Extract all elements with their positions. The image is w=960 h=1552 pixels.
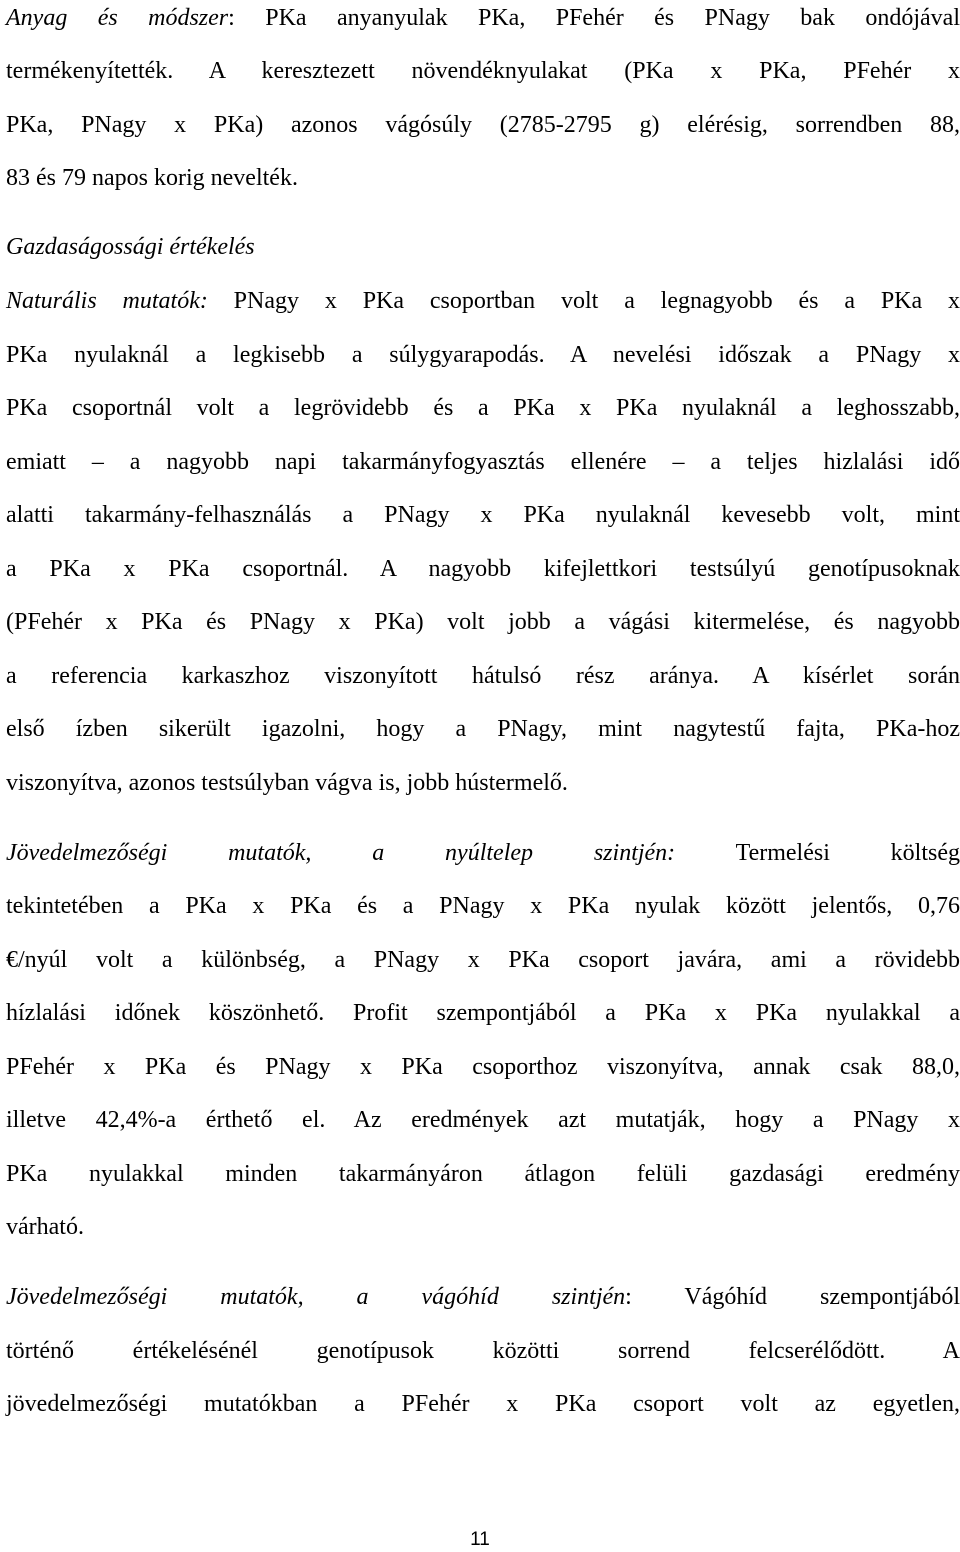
text-line-16 xyxy=(6,838,960,868)
text-line-1 xyxy=(6,3,960,33)
section-title: Gazdaságossági értékelés xyxy=(6,234,255,260)
text-segment: PNagy x PKa csoportban volt a legnagyobb és a PKa x xyxy=(207,288,960,314)
text-line-7 xyxy=(6,340,960,370)
text-line-19 xyxy=(6,998,960,1028)
text-segment: PFehér x PKa és PNagy x PKa csoporthoz viszonyítva, annak csak 88,0, xyxy=(6,1054,960,1080)
page-number: 11 xyxy=(470,1529,490,1550)
text-segment: : PKa anyanyulak PKa, PFehér és PNagy bak ondójával xyxy=(228,5,960,31)
text-segment: termékenyítették. A keresztezett növendéknyulakat (PKa x PKa, PFehér x xyxy=(6,58,960,84)
text-segment: PKa, PNagy x PKa) azonos vágósúly (2785-2795 g) elérésig, sorrendben 88, xyxy=(6,112,960,138)
text-line-10 xyxy=(6,500,960,530)
text-segment: PKa nyulakkal minden takarmányáron átlagon felüli gazdasági eredmény xyxy=(6,1161,960,1187)
text-segment: €/nyúl volt a különbség, a PNagy x PKa csoport javára, ami a rövidebb xyxy=(6,947,960,973)
text-line-23 xyxy=(6,1212,960,1242)
text-line-14 xyxy=(6,714,960,744)
text-segment: : Vágóhíd szempontjából xyxy=(625,1284,960,1310)
heading-anyag-es-modszer: Anyag és módszer xyxy=(6,5,229,31)
text-segment: várható. xyxy=(6,1214,84,1240)
text-line-26 xyxy=(6,1389,960,1419)
text-line-22 xyxy=(6,1159,960,1189)
section-heading-gazdasagossagi xyxy=(6,232,960,262)
text-line-13 xyxy=(6,661,960,691)
text-line-24 xyxy=(6,1282,960,1312)
text-segment: (PFehér x PKa és PNagy x PKa) volt jobb a vágási kitermelése, és nagyobb xyxy=(6,609,960,635)
subheading-jovedelmezoseg-vagohid: Jövedelmezőségi mutatók, a vágóhíd szintjén xyxy=(6,1284,626,1310)
text-line-17 xyxy=(6,891,960,921)
text-line-25 xyxy=(6,1336,960,1366)
text-segment: jövedelmezőségi mutatókban a PFehér x PKa csoport volt az egyetlen, xyxy=(6,1391,960,1417)
text-segment: 83 és 79 napos korig nevelték. xyxy=(6,165,298,191)
text-line-9 xyxy=(6,447,960,477)
text-line-4 xyxy=(6,163,960,193)
text-segment: történő értékelésénél genotípusok közötti sorrend felcserélődött. A xyxy=(6,1338,960,1364)
text-line-6 xyxy=(6,286,960,316)
text-segment: első ízben sikerült igazolni, hogy a PNagy, mint nagytestű fajta, PKa-hoz xyxy=(6,716,960,742)
text-segment: hízlalási időnek köszönhető. Profit szempontjából a PKa x PKa nyulakkal a xyxy=(6,1000,960,1026)
text-segment: alatti takarmány-felhasználás a PNagy x PKa nyulaknál kevesebb volt, mint xyxy=(6,502,960,528)
text-segment: illetve 42,4%-a érthető el. Az eredmények azt mutatják, hogy a PNagy x xyxy=(6,1107,960,1133)
text-line-3 xyxy=(6,110,960,140)
text-line-20 xyxy=(6,1052,960,1082)
text-line-12 xyxy=(6,607,960,637)
text-segment: a referencia karkaszhoz viszonyított hátulsó rész aránya. A kísérlet során xyxy=(6,663,960,689)
text-segment: viszonyítva, azonos testsúlyban vágva is, jobb hústermelő. xyxy=(6,770,568,796)
text-line-18 xyxy=(6,945,960,975)
text-segment: tekintetében a PKa x PKa és a PNagy x PKa nyulak között jelentős, 0,76 xyxy=(6,893,960,919)
text-line-21 xyxy=(6,1105,960,1135)
text-segment: PKa csoportnál volt a legrövidebb és a PKa x PKa nyulaknál a leghosszabb, xyxy=(6,395,960,421)
text-segment: PKa nyulaknál a legkisebb a súlygyarapodás. A nevelési időszak a PNagy x xyxy=(6,342,960,368)
text-segment: emiatt – a nagyobb napi takarmányfogyasztás ellenére – a teljes hizlalási idő xyxy=(6,449,960,475)
subheading-naturalis-mutatok: Naturális mutatók: xyxy=(6,288,208,314)
text-segment: Termelési költség xyxy=(675,840,960,866)
text-line-2 xyxy=(6,56,960,86)
subheading-jovedelmezoseg-nyultelep: Jövedelmezőségi mutatók, a nyúltelep szintjén: xyxy=(6,840,676,866)
text-segment: a PKa x PKa csoportnál. A nagyobb kifejlettkori testsúlyú genotípusoknak xyxy=(6,556,960,582)
text-line-15 xyxy=(6,768,960,798)
text-line-11 xyxy=(6,554,960,584)
text-line-8 xyxy=(6,393,960,423)
